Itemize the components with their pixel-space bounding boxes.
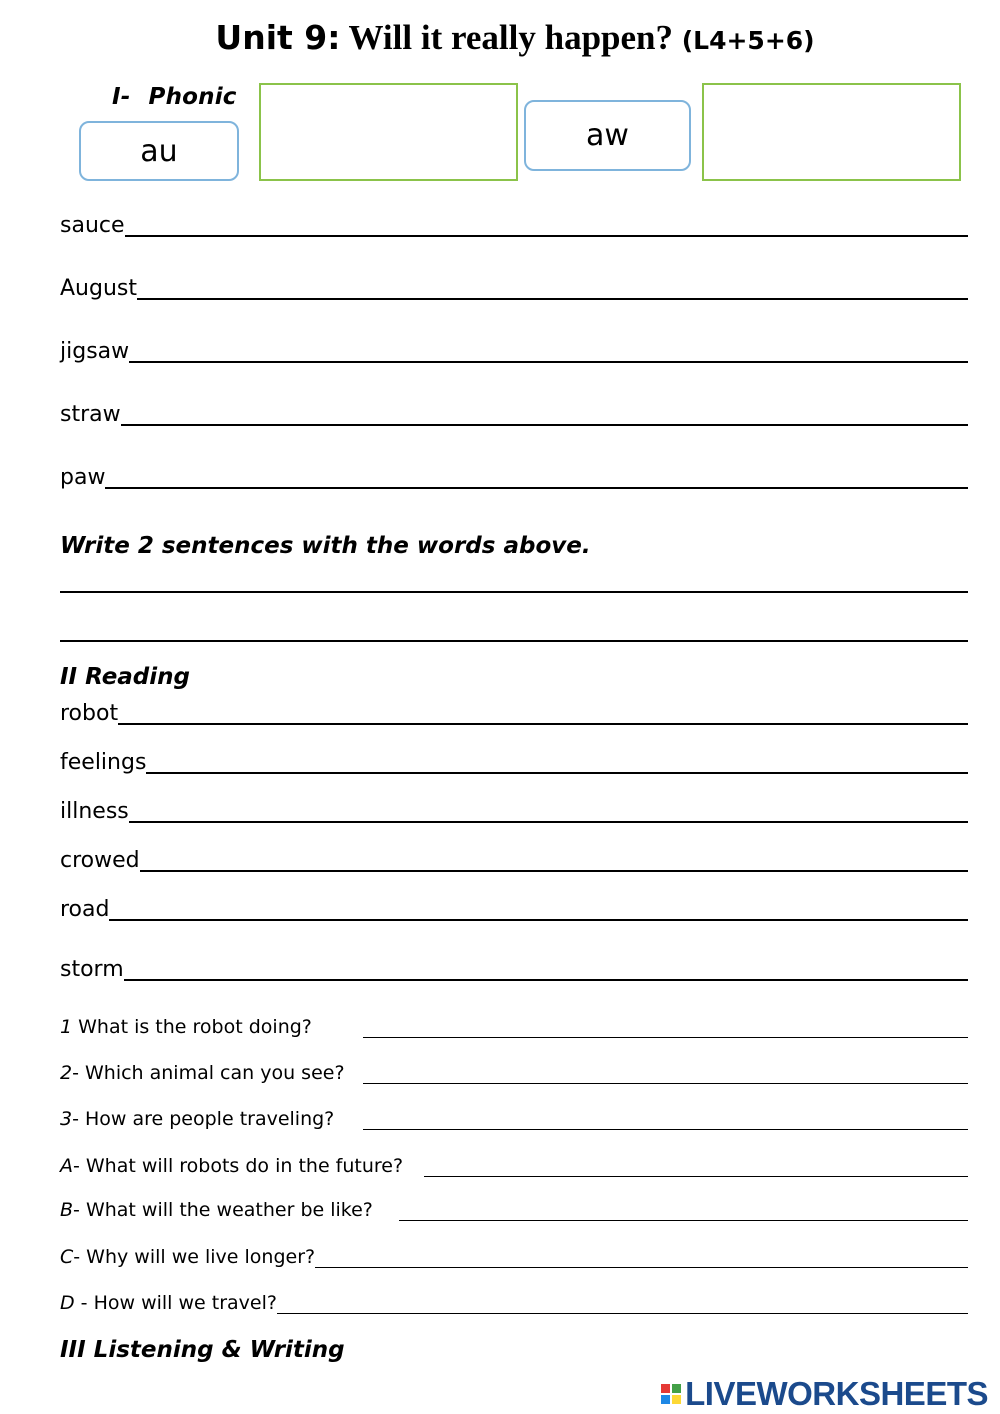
phonic-word-row — [60, 214, 968, 238]
answer-line[interactable] — [363, 1081, 968, 1084]
listening-heading: III Listening & Writing — [60, 1337, 345, 1363]
question-label — [60, 1015, 363, 1039]
question-number: A — [60, 1155, 73, 1177]
phonic-word-label: sauce — [60, 213, 125, 238]
write-instruction: Write 2 sentences with the words above. — [60, 533, 591, 559]
phonic-word-label: paw — [60, 465, 106, 490]
phonic-answer-box-1[interactable] — [259, 83, 518, 181]
phonic-word-row — [60, 466, 968, 490]
answer-line[interactable] — [124, 977, 968, 981]
title-unit: Unit 9: — [215, 18, 341, 57]
sentence-line-1[interactable] — [60, 591, 968, 593]
question-text: - How will we travel? — [74, 1292, 277, 1314]
answer-line[interactable] — [146, 770, 968, 774]
question-text: What is the robot doing? — [72, 1016, 312, 1038]
answer-line[interactable] — [137, 296, 968, 300]
question-row — [60, 1245, 968, 1269]
question-label — [60, 1198, 399, 1222]
reading-word-label: crowed — [60, 848, 140, 873]
question-row — [60, 1198, 968, 1222]
phonic-answer-box-2[interactable] — [702, 83, 961, 181]
question-row — [60, 1015, 968, 1039]
question-row — [60, 1154, 968, 1178]
answer-line[interactable] — [129, 359, 968, 363]
logo-square-blue — [661, 1395, 670, 1404]
reading-word-label: feelings — [60, 750, 147, 775]
reading-word-label: storm — [60, 957, 124, 982]
answer-line[interactable] — [109, 917, 968, 921]
question-row — [60, 1291, 968, 1315]
answer-line[interactable] — [424, 1174, 968, 1177]
question-number: 3 — [60, 1108, 73, 1130]
page-title — [0, 18, 1000, 58]
phonic-word-row — [60, 277, 968, 301]
answer-line[interactable] — [399, 1218, 968, 1221]
phonic-number: I- — [112, 84, 131, 110]
logo-icon — [661, 1384, 681, 1404]
question-text: - What will the weather be like? — [73, 1199, 373, 1221]
answer-line[interactable] — [315, 1265, 968, 1268]
phonic-box-aw — [524, 100, 691, 171]
reading-word-row — [60, 849, 968, 873]
reading-heading: II Reading — [60, 664, 190, 690]
phonic-box-au — [79, 121, 239, 181]
answer-line[interactable] — [363, 1127, 968, 1130]
answer-line[interactable] — [125, 233, 968, 237]
reading-word-row — [60, 702, 968, 726]
logo-square-yellow — [672, 1395, 681, 1404]
reading-word-label: robot — [60, 701, 119, 726]
phonic-word-label: jigsaw — [60, 339, 130, 364]
phonic-box-au-label: au — [140, 133, 178, 169]
reading-word-row — [60, 800, 968, 824]
question-text: - Why will we live longer? — [73, 1246, 316, 1268]
answer-line[interactable] — [363, 1035, 968, 1038]
phonic-word-row — [60, 403, 968, 427]
question-label — [60, 1245, 315, 1269]
phonic-word-row — [60, 340, 968, 364]
phonic-word-label: straw — [60, 402, 121, 427]
phonic-box-aw-label: aw — [586, 118, 629, 153]
answer-line[interactable] — [140, 868, 968, 872]
reading-word-row — [60, 898, 968, 922]
title-text: Will it really happen? — [340, 18, 674, 57]
reading-word-row — [60, 751, 968, 775]
sentence-line-2[interactable] — [60, 640, 968, 642]
liveworksheets-logo — [661, 1375, 988, 1413]
question-number: D — [60, 1292, 75, 1314]
question-row — [60, 1107, 968, 1131]
logo-square-green — [672, 1384, 681, 1393]
answer-line[interactable] — [129, 819, 968, 823]
logo-square-red — [661, 1384, 670, 1393]
question-number: C — [60, 1246, 74, 1268]
answer-line[interactable] — [105, 485, 968, 489]
question-text: - How are people traveling? — [72, 1108, 335, 1130]
title-lessons: (L4+5+6) — [673, 26, 815, 55]
reading-word-row — [60, 958, 968, 982]
question-label — [60, 1061, 363, 1085]
question-number: 1 — [60, 1016, 73, 1038]
question-label — [60, 1291, 277, 1315]
phonic-heading — [112, 84, 237, 110]
question-text: - What will robots do in the future? — [73, 1155, 404, 1177]
question-row — [60, 1061, 968, 1085]
phonic-title: Phonic — [148, 84, 237, 110]
reading-word-label: road — [60, 897, 110, 922]
answer-line[interactable] — [118, 721, 968, 725]
question-label — [60, 1154, 424, 1178]
reading-word-label: illness — [60, 799, 129, 824]
logo-text: LIVEWORKSHEETS — [685, 1375, 988, 1412]
question-label — [60, 1107, 363, 1131]
phonic-word-label: August — [60, 276, 137, 301]
question-text: - Which animal can you see? — [72, 1062, 345, 1084]
answer-line[interactable] — [121, 422, 968, 426]
question-number: 2 — [60, 1062, 73, 1084]
answer-line[interactable] — [277, 1311, 968, 1314]
question-number: B — [60, 1199, 74, 1221]
